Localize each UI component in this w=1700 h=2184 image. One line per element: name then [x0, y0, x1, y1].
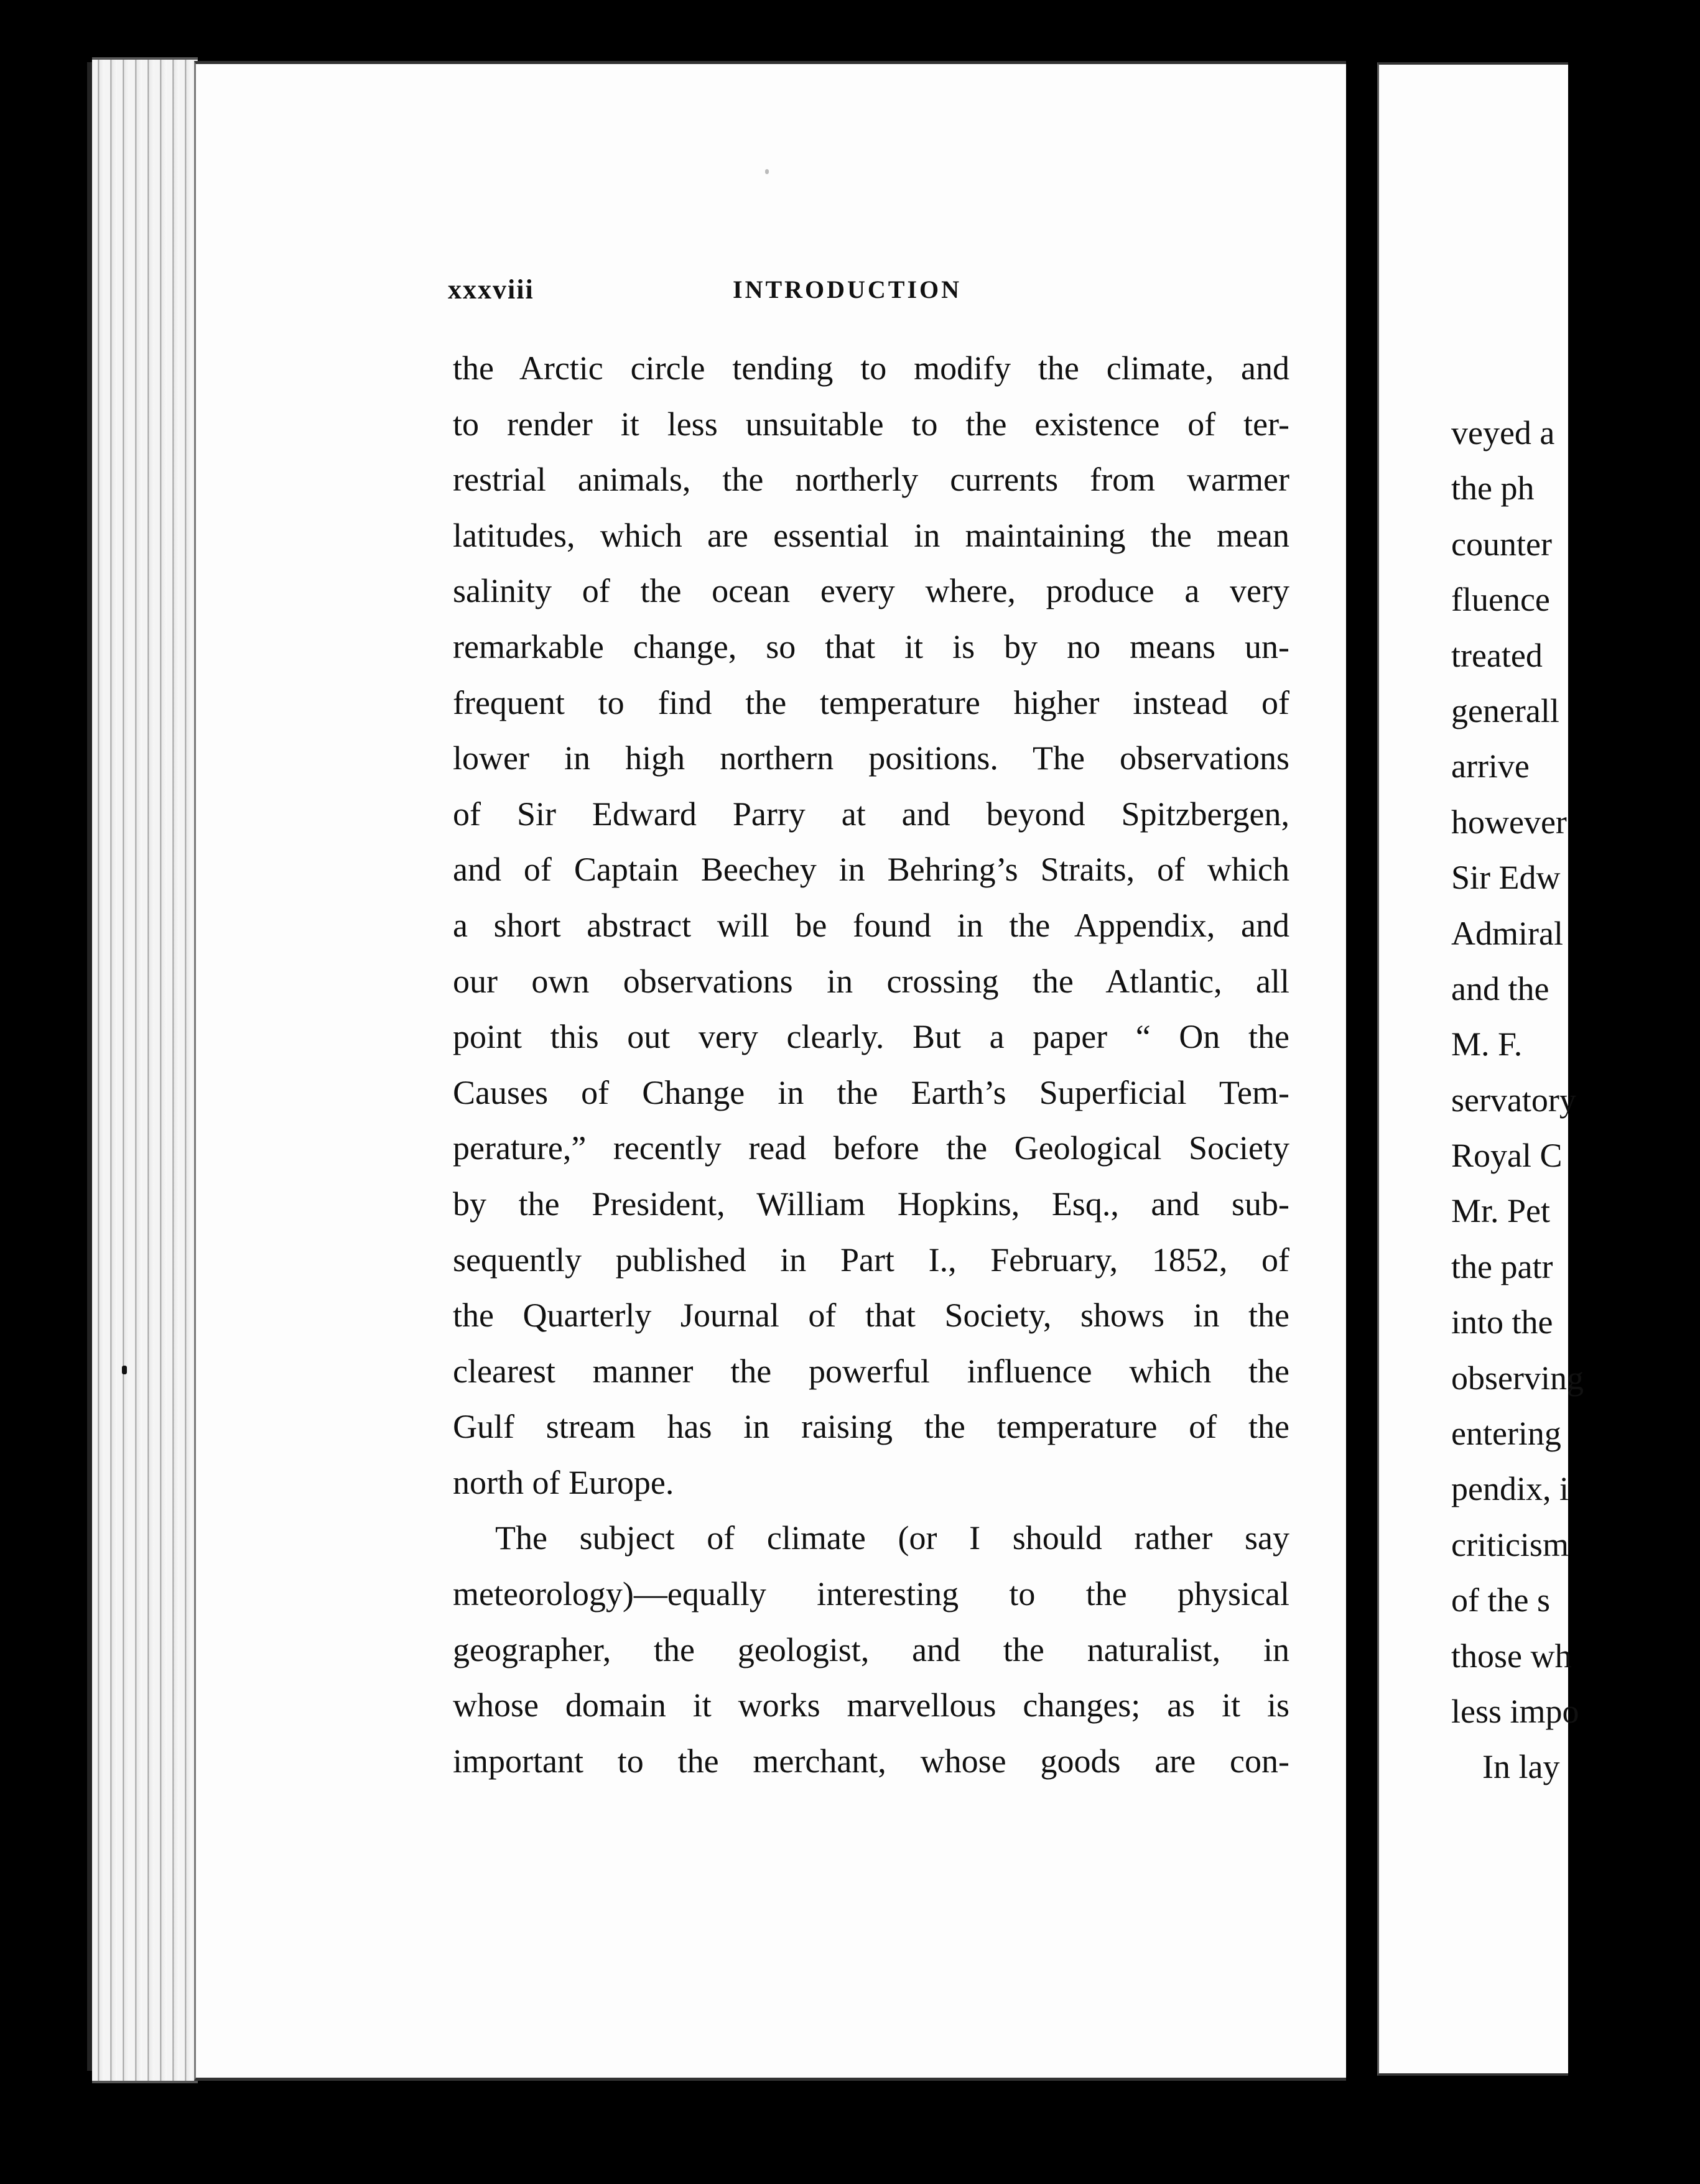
text-line: pendix, i — [1451, 1470, 1569, 1508]
text-line: of the s — [1451, 1581, 1550, 1619]
scan-bottom-margin — [0, 2083, 1566, 2184]
text-line: to render it less unsuitable to the existence of ter- — [453, 405, 1289, 443]
text-line: Gulf stream has in raising the temperature of the — [453, 1408, 1289, 1446]
text-line: our own observations in crossing the Atlantic, all — [453, 962, 1289, 1000]
text-line: generall — [1451, 692, 1559, 729]
text-line: Royal C — [1451, 1137, 1563, 1175]
right-page-body — [1451, 405, 1700, 1795]
text-line: the ph — [1451, 470, 1535, 507]
text-line: latitudes, which are essential in maintaining the mean — [453, 516, 1289, 554]
page-header — [448, 274, 1294, 317]
text-line: by the President, William Hopkins, Esq., and sub- — [453, 1185, 1289, 1223]
text-line: counter — [1451, 525, 1552, 563]
text-line: however — [1451, 803, 1567, 841]
text-line: geographer, the geologist, and the naturalist, in — [453, 1631, 1289, 1668]
text-line: lower in high northern positions. The observations — [453, 739, 1289, 777]
text-line: the Arctic circle tending to modify the climate, and — [453, 349, 1289, 387]
text-line: fluence — [1451, 581, 1550, 619]
text-line: veyed a — [1451, 414, 1555, 451]
text-line: and the — [1451, 969, 1549, 1007]
right-page-cropped — [1377, 62, 1584, 2076]
text-line: those wh — [1451, 1637, 1572, 1675]
page-block-edges — [92, 57, 198, 2083]
scan-top-margin — [0, 0, 1566, 56]
text-line: Mr. Pet — [1451, 1192, 1551, 1230]
text-line: the Quarterly Journal of that Society, shows in the — [453, 1297, 1289, 1335]
text-line: Causes of Change in the Earth’s Superficial Tem- — [453, 1073, 1289, 1111]
text-line: and of Captain Beechey in Behring’s Straits, of which — [453, 851, 1289, 889]
text-line: whose domain it works marvellous changes; as it is — [453, 1687, 1289, 1724]
text-line: point this out very clearly. But a paper “ On the — [453, 1018, 1289, 1056]
text-line: salinity of the ocean every where, produce a very — [453, 572, 1289, 610]
book-gutter — [1346, 56, 1378, 2083]
text-line: the patr — [1451, 1247, 1553, 1285]
scan-speck — [765, 169, 769, 174]
text-line: Sir Edw — [1451, 859, 1561, 897]
text-line: observing — [1451, 1359, 1584, 1397]
text-line: clearest manner the powerful influence which the — [453, 1352, 1289, 1390]
text-line: frequent to find the temperature higher instead of — [453, 683, 1289, 721]
text-line: M. F. — [1451, 1025, 1523, 1063]
text-line: criticism — [1451, 1525, 1569, 1563]
text-line: meteorology)—equally interesting to the physical — [453, 1575, 1289, 1613]
text-line: restrial animals, the northerly currents from warmer — [453, 461, 1289, 499]
paragraph-end-line: north of Europe. — [453, 1463, 674, 1501]
paragraph-start-line: In lay — [1482, 1748, 1560, 1786]
text-line: treated — [1451, 636, 1543, 674]
text-line: servatory — [1451, 1081, 1576, 1119]
text-line: sequently published in Part I., February, 1852, of — [453, 1241, 1289, 1279]
text-line: perature,” recently read before the Geological Society — [453, 1129, 1289, 1167]
text-line: entering — [1451, 1415, 1561, 1453]
text-line: into the — [1451, 1303, 1553, 1341]
text-line: less impo — [1451, 1692, 1579, 1730]
left-page-body — [453, 341, 1289, 1789]
page-number: xxxviii — [448, 274, 534, 305]
paragraph-start-line: The subject of climate (or I should rather say — [495, 1519, 1289, 1557]
text-line: important to the merchant, whose goods are con- — [453, 1742, 1289, 1780]
text-line: arrive — [1451, 747, 1530, 785]
text-line: Admiral — [1451, 914, 1563, 952]
text-line: a short abstract will be found in the Appendix, and — [453, 906, 1289, 944]
running-head: INTRODUCTION — [733, 275, 962, 303]
scan-speck — [122, 1366, 127, 1374]
text-line: of Sir Edward Parry at and beyond Spitzbergen, — [453, 795, 1289, 833]
text-line: remarkable change, so that it is by no means un- — [453, 627, 1289, 665]
